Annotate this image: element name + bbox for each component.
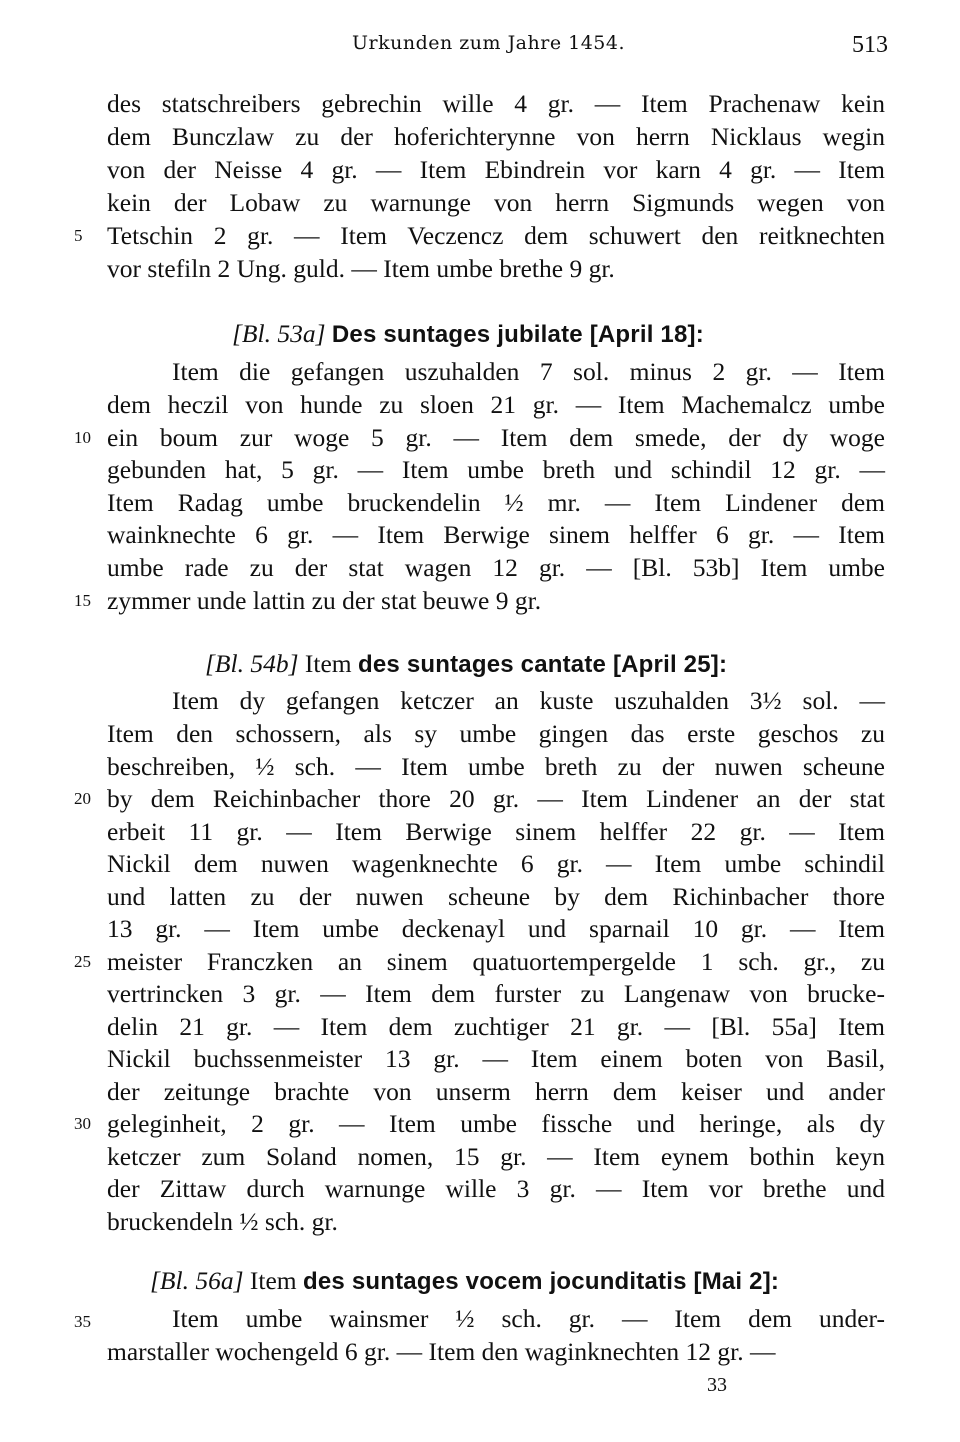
text-line: vor stefiln 2 Ung. guld. — Item umbe brethe 9 gr.	[107, 254, 615, 283]
section-title: des suntages vocem jocunditatis [Mai 2]:	[303, 1268, 780, 1295]
line-number: 35	[74, 1312, 91, 1331]
text-line: erbeit 11 gr. — Item Berwige sinem helffer 22 gr. — Item	[107, 817, 885, 846]
section-heading	[150, 1263, 779, 1299]
text-line: kein der Lobaw zu warnunge von herrn Sigmunds wegen von	[107, 188, 885, 217]
folio-reference: [Bl. 54b]	[205, 649, 299, 678]
text-line: dem heczil von hunde zu sloen 21 gr. — Item Machemalcz umbe	[107, 390, 885, 419]
text-line: Item umbe wainsmer ½ sch. gr. — Item dem under-	[172, 1304, 885, 1333]
text-line: der Zittaw durch warnunge wille 3 gr. — Item vor brethe und	[107, 1174, 885, 1203]
text-line: meister Franczken an sinem quatuortempergelde 1 sch. gr., zu	[107, 947, 885, 976]
text-line: Item Radag umbe bruckendelin ½ mr. — Item Lindener dem	[107, 488, 885, 517]
text-line: Item dy gefangen ketczer an kuste uszuhalden 3½ sol. —	[172, 686, 885, 715]
running-title: Urkunden zum Jahre 1454.	[352, 32, 626, 54]
signature-mark: 33	[707, 1374, 727, 1396]
page-number: 513	[852, 32, 888, 58]
text-line: gebunden hat, 5 gr. — Item umbe breth und schindil 12 gr. —	[107, 455, 885, 484]
text-line: marstaller wochengeld 6 gr. — Item den waginknechten 12 gr. —	[107, 1337, 776, 1366]
line-number: 30	[74, 1114, 91, 1133]
heading-prefix: Item	[249, 1266, 297, 1295]
text-line: Tetschin 2 gr. — Item Veczencz dem schuwert den reitknechten	[107, 221, 885, 250]
line-number: 25	[74, 952, 91, 971]
text-line: geleginheit, 2 gr. — Item umbe fissche und heringe, als dy	[107, 1109, 885, 1138]
text-line: von der Neisse 4 gr. — Item Ebindrein vor karn 4 gr. — Item	[107, 155, 885, 184]
text-line: vertrincken 3 gr. — Item dem furster zu Langenaw von brucke-	[107, 979, 885, 1008]
text-line: by dem Reichinbacher thore 20 gr. — Item Lindener an der stat	[107, 784, 885, 813]
heading-prefix: Item	[304, 649, 352, 678]
text-line: umbe rade zu der stat wagen 12 gr. — [Bl. 53b] Item umbe	[107, 553, 885, 582]
text-line: ketczer zum Soland nomen, 15 gr. — Item eynem bothin keyn	[107, 1142, 885, 1171]
text-line: delin 21 gr. — Item dem zuchtiger 21 gr. — [Bl. 55a] Item	[107, 1012, 885, 1041]
text-line: des statschreibers gebrechin wille 4 gr. — Item Prachenaw kein	[107, 89, 885, 118]
section-heading	[232, 316, 704, 352]
section-heading	[205, 646, 727, 682]
text-line: und latten zu der nuwen scheune by dem Richinbacher thore	[107, 882, 885, 911]
folio-reference: [Bl. 56a]	[150, 1266, 244, 1295]
text-line: dem Bunczlaw zu der hoferichterynne von herrn Nicklaus wegin	[107, 122, 885, 151]
text-line: beschreiben, ½ sch. — Item umbe breth zu der nuwen scheune	[107, 752, 885, 781]
text-line: der zeitunge brachte von unserm herrn dem keiser und ander	[107, 1077, 885, 1106]
text-line: Nickil dem nuwen wagenknechte 6 gr. — Item umbe schindil	[107, 849, 885, 878]
text-line: ein boum zur woge 5 gr. — Item dem smede, der dy woge	[107, 423, 885, 452]
line-number: 5	[74, 226, 83, 245]
text-line: Item den schossern, als sy umbe gingen das erste geschos zu	[107, 719, 885, 748]
line-number: 20	[74, 789, 91, 808]
section-title: des suntages cantate [April 25]:	[358, 651, 728, 678]
line-number: 10	[74, 428, 91, 447]
line-number: 15	[74, 591, 91, 610]
text-line: Nickil buchssenmeister 13 gr. — Item einem boten von Basil,	[107, 1044, 885, 1073]
section-title: Des suntages jubilate [April 18]:	[331, 321, 704, 348]
text-line: bruckendeln ½ sch. gr.	[107, 1207, 338, 1236]
text-line: 13 gr. — Item umbe deckenayl und sparnail 10 gr. — Item	[107, 914, 885, 943]
folio-reference: [Bl. 53a]	[232, 319, 326, 348]
text-line: wainknechte 6 gr. — Item Berwige sinem helffer 6 gr. — Item	[107, 520, 885, 549]
text-line: zymmer unde lattin zu der stat beuwe 9 gr.	[107, 586, 542, 615]
text-line: Item die gefangen uszuhalden 7 sol. minus 2 gr. — Item	[172, 357, 885, 386]
